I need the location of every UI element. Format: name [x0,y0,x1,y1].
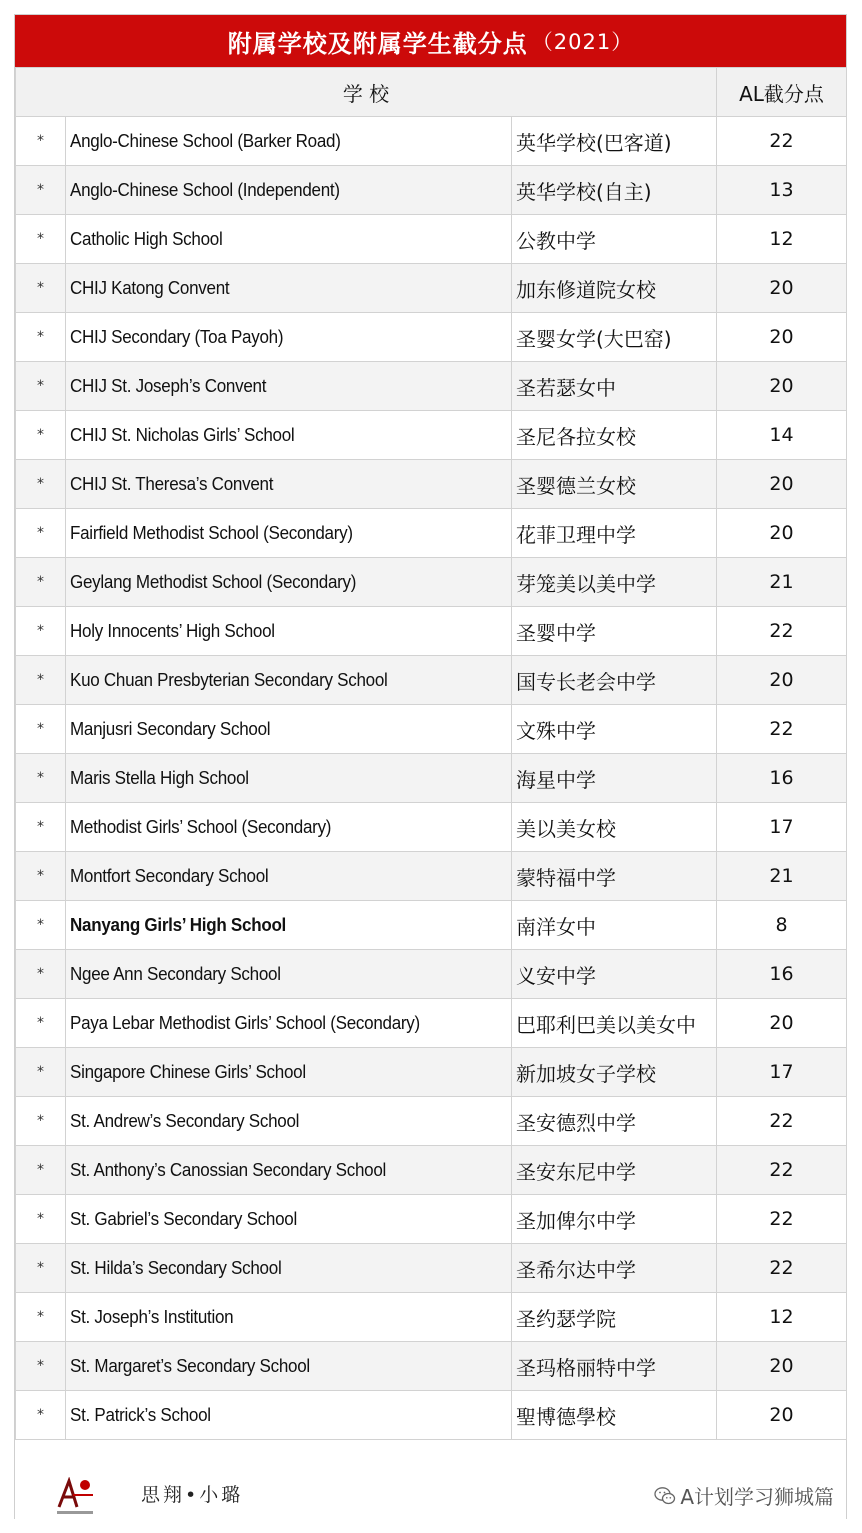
school-chinese-name: 文殊中学 [512,705,717,754]
row-marker: * [16,215,66,264]
school-english-name-text: Anglo-Chinese School (Independent) [70,179,340,200]
school-english-name [66,754,512,803]
school-english-name [66,166,512,215]
school-chinese-name: 美以美女校 [512,803,717,852]
school-english-name-text: Ngee Ann Secondary School [70,963,281,984]
school-english-name [66,117,512,166]
school-english-name [66,852,512,901]
header-cutoff: AL截分点 [717,68,847,117]
al-cutoff-score: 21 [717,558,847,607]
row-marker: * [16,950,66,999]
school-chinese-name: 圣尼各拉女校 [512,411,717,460]
table-row [16,1342,847,1391]
school-english-name-text: Paya Lebar Methodist Girls’ School (Secondary) [70,1012,420,1033]
table-body [16,117,847,1440]
table-row [16,950,847,999]
school-english-name-text: Nanyang Girls’ High School [70,914,287,935]
school-chinese-name: 芽笼美以美中学 [512,558,717,607]
row-marker: * [16,852,66,901]
al-cutoff-score: 20 [717,264,847,313]
school-english-name [66,1293,512,1342]
table-title [15,15,846,67]
row-marker: * [16,558,66,607]
school-english-name-text: St. Gabriel’s Secondary School [70,1208,297,1229]
school-chinese-name: 圣婴中学 [512,607,717,656]
school-english-name-text: St. Patrick’s School [70,1404,211,1425]
school-english-name-text: CHIJ St. Nicholas Girls’ School [70,424,295,445]
row-marker: * [16,901,66,950]
title-year: （2021） [531,30,634,54]
al-cutoff-score: 22 [717,607,847,656]
cutoff-table [15,67,847,1440]
school-english-name [66,999,512,1048]
row-marker: * [16,411,66,460]
school-english-name [66,1048,512,1097]
row-marker: * [16,607,66,656]
school-english-name-text: Anglo-Chinese School (Barker Road) [70,130,341,151]
school-english-name-text: Montfort Secondary School [70,865,269,886]
school-english-name-text: CHIJ Katong Convent [70,277,230,298]
school-chinese-name: 圣希尔达中学 [512,1244,717,1293]
school-english-name-text: CHIJ Secondary (Toa Payoh) [70,326,284,347]
table-header-row [16,68,847,117]
school-chinese-name: 国专长老会中学 [512,656,717,705]
school-chinese-name: 南洋女中 [512,901,717,950]
school-english-name [66,1146,512,1195]
school-english-name-text: St. Andrew’s Secondary School [70,1110,300,1131]
row-marker: * [16,460,66,509]
school-english-name [66,607,512,656]
table-row [16,754,847,803]
school-chinese-name: 圣玛格丽特中学 [512,1342,717,1391]
school-english-name [66,1342,512,1391]
row-marker: * [16,999,66,1048]
table-row [16,313,847,362]
table-row [16,166,847,215]
al-cutoff-score: 22 [717,1146,847,1195]
row-marker: * [16,803,66,852]
title-main: 附属学校及附属学生截分点 [227,29,528,58]
row-marker: * [16,362,66,411]
school-chinese-name: 圣婴德兰女校 [512,460,717,509]
school-chinese-name: 聖博德學校 [512,1391,717,1440]
school-chinese-name: 新加坡女子学校 [512,1048,717,1097]
school-chinese-name: 花菲卫理中学 [512,509,717,558]
al-cutoff-score: 22 [717,117,847,166]
table-row [16,999,847,1048]
al-cutoff-score: 20 [717,313,847,362]
cutoff-table-card [14,14,847,1519]
row-marker: * [16,264,66,313]
school-english-name [66,1195,512,1244]
school-chinese-name: 海星中学 [512,754,717,803]
school-english-name-text: CHIJ St. Theresa’s Convent [70,473,274,494]
al-cutoff-score: 16 [717,950,847,999]
al-cutoff-score: 17 [717,1048,847,1097]
al-cutoff-score: 21 [717,852,847,901]
table-row [16,509,847,558]
table-row [16,901,847,950]
row-marker: * [16,313,66,362]
wechat-account [654,1481,834,1510]
school-english-name-text: Catholic High School [70,228,223,249]
table-row [16,1391,847,1440]
al-cutoff-score: 16 [717,754,847,803]
table-row [16,411,847,460]
row-marker: * [16,1097,66,1146]
school-english-name [66,509,512,558]
al-cutoff-score: 22 [717,705,847,754]
row-marker: * [16,166,66,215]
brand-logo [53,1477,97,1517]
table-row [16,1048,847,1097]
school-english-name-text: CHIJ St. Joseph’s Convent [70,375,267,396]
row-marker: * [16,1146,66,1195]
al-cutoff-score: 22 [717,1195,847,1244]
row-marker: * [16,754,66,803]
row-marker: * [16,509,66,558]
school-english-name [66,1244,512,1293]
table-row [16,264,847,313]
school-english-name [66,1391,512,1440]
school-chinese-name: 蒙特福中学 [512,852,717,901]
school-english-name-text: Manjusri Secondary School [70,718,271,739]
school-english-name-text: Kuo Chuan Presbyterian Secondary School [70,669,388,690]
row-marker: * [16,1342,66,1391]
school-english-name [66,215,512,264]
row-marker: * [16,1244,66,1293]
school-english-name-text: Methodist Girls’ School (Secondary) [70,816,332,837]
table-row [16,558,847,607]
school-english-name-text: St. Anthony’s Canossian Secondary School [70,1159,387,1180]
school-english-name-text: St. Hilda’s Secondary School [70,1257,282,1278]
school-english-name-text: Geylang Methodist School (Secondary) [70,571,357,592]
school-english-name [66,460,512,509]
school-english-name [66,803,512,852]
table-row [16,1195,847,1244]
al-cutoff-score: 20 [717,1391,847,1440]
school-english-name [66,656,512,705]
row-marker: * [16,1293,66,1342]
table-row [16,705,847,754]
school-english-name [66,313,512,362]
al-cutoff-score: 14 [717,411,847,460]
al-cutoff-score: 20 [717,1342,847,1391]
al-cutoff-score: 20 [717,656,847,705]
school-english-name-text: Maris Stella High School [70,767,249,788]
school-chinese-name: 圣若瑟女中 [512,362,717,411]
school-english-name [66,705,512,754]
table-row [16,1293,847,1342]
school-chinese-name: 圣安东尼中学 [512,1146,717,1195]
al-cutoff-score: 22 [717,1097,847,1146]
school-chinese-name: 圣约瑟学院 [512,1293,717,1342]
table-row [16,1097,847,1146]
school-chinese-name: 英华学校(巴客道) [512,117,717,166]
table-row [16,607,847,656]
table-row [16,656,847,705]
row-marker: * [16,656,66,705]
school-chinese-name: 巴耶利巴美以美女中 [512,999,717,1048]
al-cutoff-score: 22 [717,1244,847,1293]
header-school: 学 校 [16,68,717,117]
row-marker: * [16,1048,66,1097]
table-row [16,362,847,411]
al-cutoff-score: 8 [717,901,847,950]
row-marker: * [16,1391,66,1440]
school-english-name [66,901,512,950]
account-name: A计划学习狮城篇 [680,1485,834,1509]
al-cutoff-score: 20 [717,362,847,411]
table-row [16,1244,847,1293]
al-cutoff-score: 20 [717,509,847,558]
school-english-name-text: Holy Innocents’ High School [70,620,275,641]
school-chinese-name: 圣婴女学(大巴窑) [512,313,717,362]
school-chinese-name: 义安中学 [512,950,717,999]
table-row [16,1146,847,1195]
author-signature: 思翔•小璐 [141,1484,244,1506]
school-chinese-name: 加东修道院女校 [512,264,717,313]
school-english-name-text: St. Margaret’s Secondary School [70,1355,310,1376]
school-english-name [66,950,512,999]
al-cutoff-score: 17 [717,803,847,852]
table-row [16,852,847,901]
school-english-name-text: Fairfield Methodist School (Secondary) [70,522,353,543]
al-cutoff-score: 20 [717,460,847,509]
school-chinese-name: 公教中学 [512,215,717,264]
school-english-name-text: Singapore Chinese Girls’ School [70,1061,306,1082]
school-english-name [66,411,512,460]
school-english-name [66,558,512,607]
school-english-name-text: St. Joseph’s Institution [70,1306,234,1327]
al-cutoff-score: 20 [717,999,847,1048]
school-english-name [66,362,512,411]
school-english-name [66,1097,512,1146]
table-row [16,117,847,166]
al-cutoff-score: 12 [717,1293,847,1342]
school-chinese-name: 圣安德烈中学 [512,1097,717,1146]
school-chinese-name: 圣加俾尔中学 [512,1195,717,1244]
wechat-icon [654,1486,676,1506]
row-marker: * [16,705,66,754]
table-row [16,215,847,264]
school-english-name [66,264,512,313]
school-chinese-name: 英华学校(自主) [512,166,717,215]
footer [15,1467,846,1520]
al-cutoff-score: 12 [717,215,847,264]
table-row [16,460,847,509]
row-marker: * [16,1195,66,1244]
table-row [16,803,847,852]
row-marker: * [16,117,66,166]
al-cutoff-score: 13 [717,166,847,215]
